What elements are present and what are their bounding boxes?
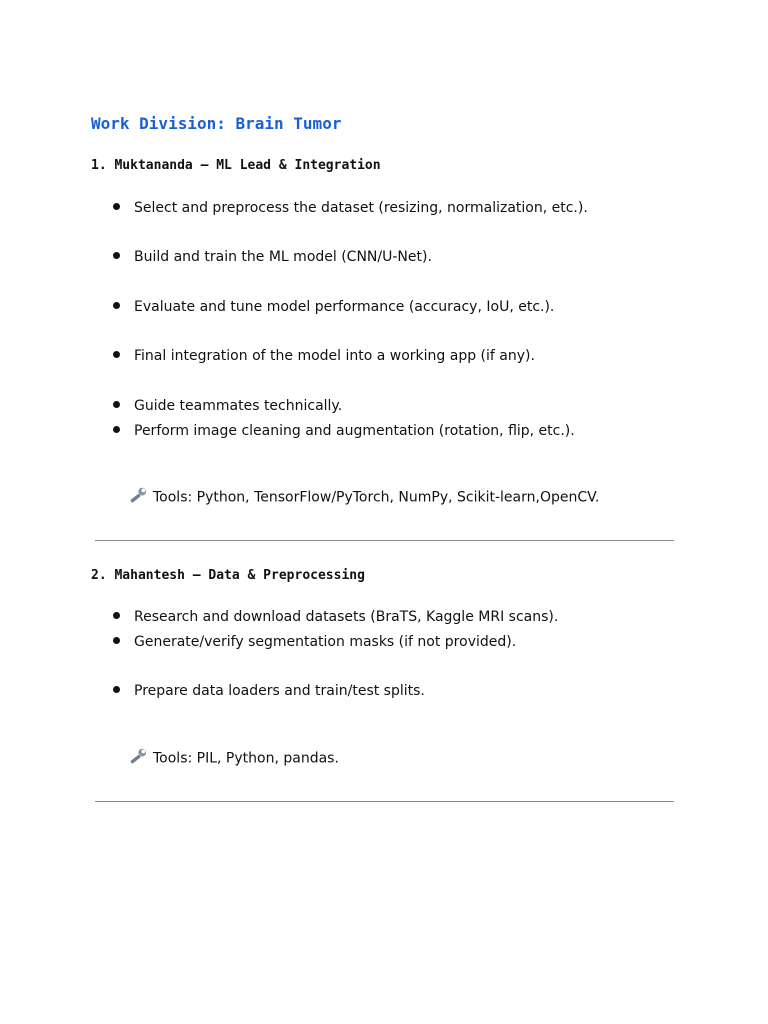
section-heading-mahantesh: 2. Mahantesh – Data & Preprocessing	[91, 568, 365, 583]
list-item-text: Build and train the ML model (CNN/U-Net).	[134, 249, 432, 265]
tools-line	[129, 748, 339, 769]
list-item	[113, 199, 588, 217]
section-heading-muktananda: 1. Muktananda – ML Lead & Integration	[91, 158, 381, 173]
bullet-dot	[113, 302, 120, 309]
bullet-dot	[113, 401, 120, 408]
bullet-dot	[113, 637, 120, 644]
bullet-dot	[113, 351, 120, 358]
list-item-text: Prepare data loaders and train/test splits.	[134, 683, 425, 699]
bullet-dot	[113, 686, 120, 693]
page-title: Work Division: Brain Tumor	[91, 114, 342, 133]
list-item	[113, 682, 425, 700]
list-item-text: Select and preprocess the dataset (resizing, normalization, etc.).	[134, 200, 588, 216]
section-divider	[95, 801, 674, 802]
list-item-text: Research and download datasets (BraTS, Kaggle MRI scans).	[134, 609, 559, 625]
list-item	[113, 608, 558, 626]
list-item	[113, 347, 535, 365]
list-item-text: Guide teammates technically.	[134, 398, 343, 414]
wrench-icon	[129, 487, 147, 508]
list-item-text: Generate/verify segmentation masks (if not provided).	[134, 634, 517, 650]
tools-text: Tools: PIL, Python, pandas.	[153, 750, 339, 767]
bullet-dot	[113, 612, 120, 619]
list-item	[113, 422, 575, 440]
list-item-text: Perform image cleaning and augmentation (rotation, flip, etc.).	[134, 423, 575, 439]
list-item	[113, 633, 516, 651]
bullet-dot	[113, 426, 120, 433]
wrench-icon	[129, 748, 147, 769]
list-item	[113, 397, 342, 415]
list-item	[113, 248, 432, 266]
bullet-dot	[113, 203, 120, 210]
bullet-dot	[113, 252, 120, 259]
tools-text: Tools: Python, TensorFlow/PyTorch, NumPy, Scikit-learn,OpenCV.	[153, 489, 600, 506]
list-item	[113, 298, 554, 316]
list-item-text: Evaluate and tune model performance (accuracy, IoU, etc.).	[134, 299, 555, 315]
section-divider	[95, 540, 674, 541]
tools-line	[129, 487, 599, 508]
list-item-text: Final integration of the model into a working app (if any).	[134, 348, 535, 364]
